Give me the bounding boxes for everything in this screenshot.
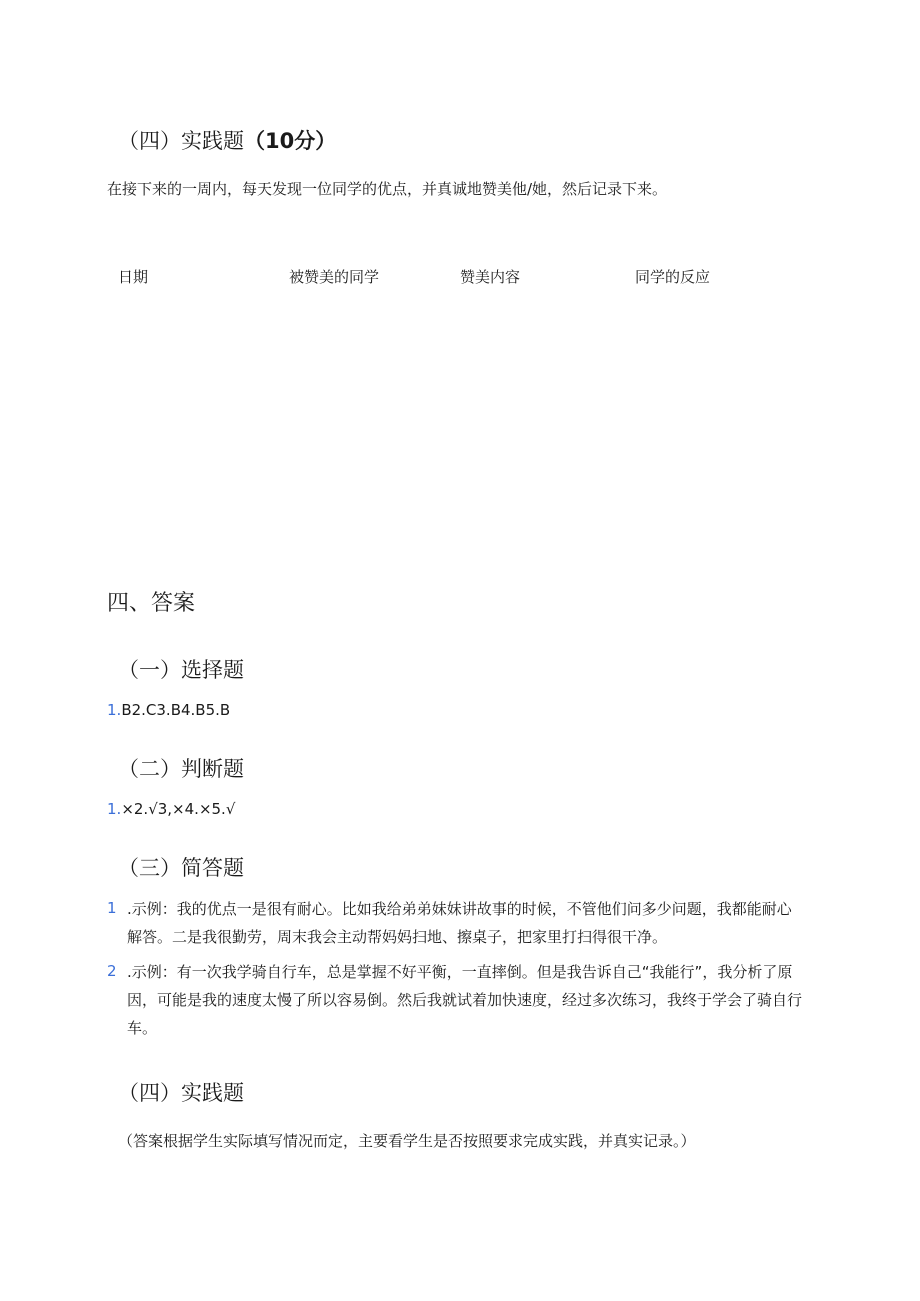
practice-heading-score: （10分） [244, 129, 337, 153]
practice-heading-title: （四）实践题 [118, 129, 244, 153]
practice-instruction: 在接下来的一周内，每天发现一位同学的优点，并真诚地赞美他/她，然后记录下来。 [107, 180, 668, 198]
table-header-classmate: 被赞美的同学 [289, 268, 380, 286]
practice-heading [118, 125, 336, 155]
choice-answer-text: B2.C3.B4.B5.B [121, 701, 231, 719]
answers-title: 四、答案 [107, 591, 196, 616]
judge-answers [107, 800, 235, 818]
choice-answer-number: 1. [107, 701, 122, 719]
choice-answers [107, 701, 230, 719]
practice-answer-text: （答案根据学生实际填写情况而定，主要看学生是否按照要求完成实践，并真实记录。） [118, 1132, 696, 1150]
short-answer-2-number: 2 [107, 962, 117, 980]
table-header-content: 赞美内容 [460, 268, 521, 286]
short-answer-heading: （三）简答题 [118, 856, 244, 880]
choice-heading: （一）选择题 [118, 658, 244, 682]
short-answer-1-number: 1 [107, 899, 117, 917]
practice-answer-heading: （四）实践题 [118, 1081, 244, 1105]
table-header-date: 日期 [118, 268, 149, 286]
judge-answer-number: 1. [107, 800, 122, 818]
short-answer-2-text: .示例：有一次我学骑自行车，总是掌握不好平衡，一直摔倒。但是我告诉自己“我能行”，我分析了原因，可能是我的速度太慢了所以容易倒。然后我就试着加快速度，经过多次练习，我终于学会了骑自行车。 [127, 963, 803, 1037]
table-header-reaction: 同学的反应 [635, 268, 711, 286]
judge-answer-text: ×2.√3,×4.×5.√ [121, 800, 236, 818]
judge-heading: （二）判断题 [118, 757, 244, 781]
short-answer-1-text: .示例：我的优点一是很有耐心。比如我给弟弟妹妹讲故事的时候，不管他们问多少问题，我都能耐心解答。二是我很勤劳，周末我会主动帮妈妈扫地、擦桌子，把家里打扫得很干净。 [127, 900, 792, 946]
